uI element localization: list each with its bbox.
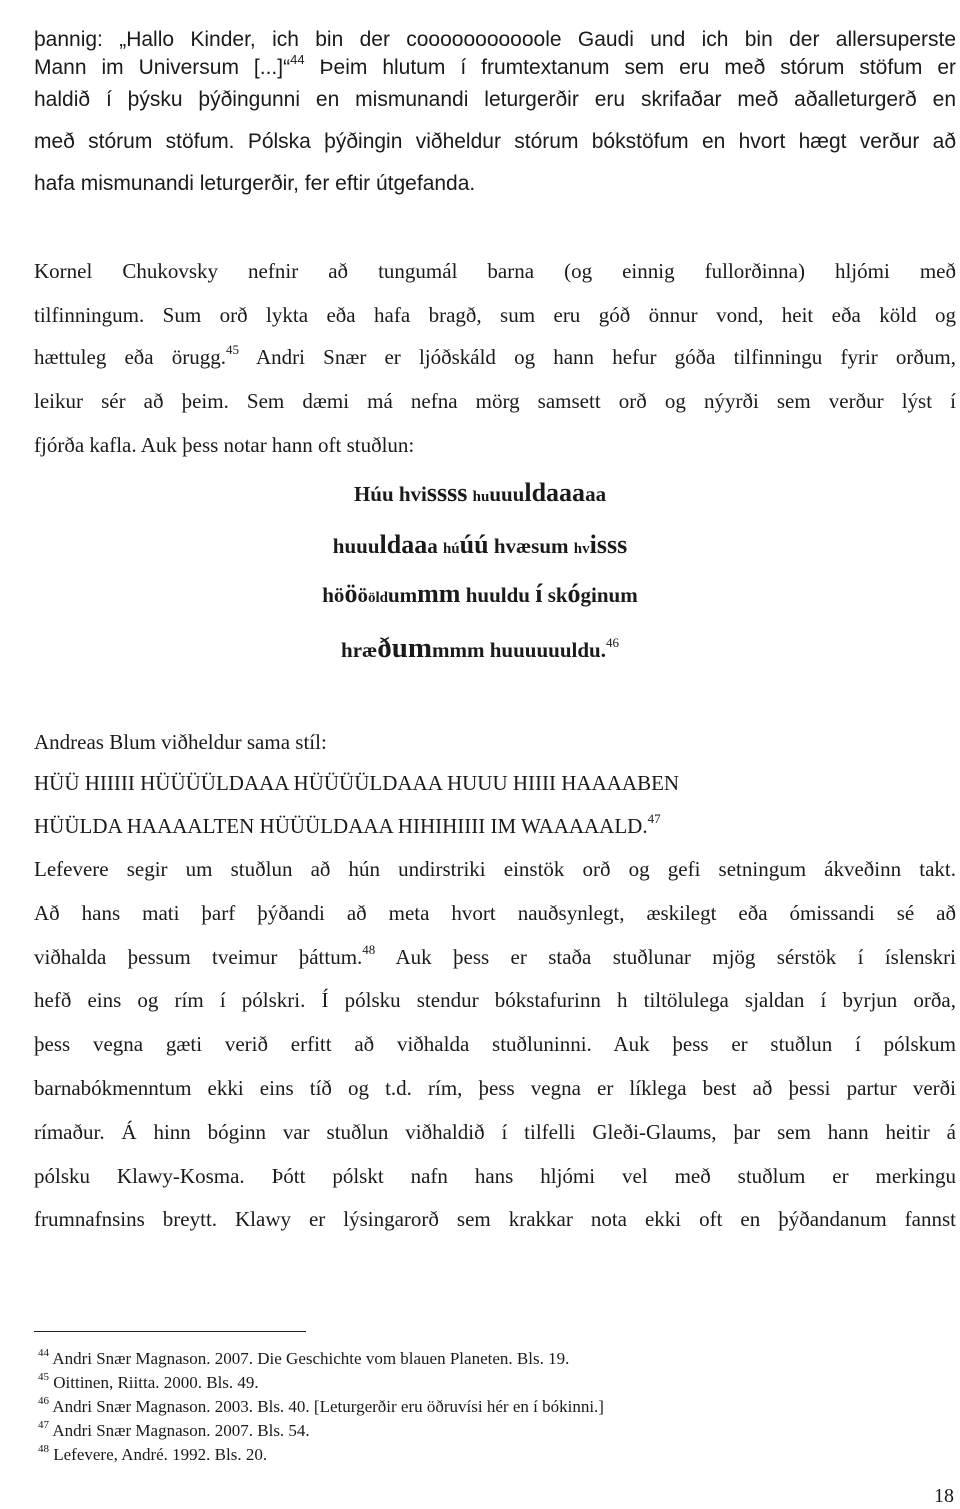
text-line: Að hans mati þarf þýðandi að meta hvort nauðsynlegt, æskilegt eða ómissandi sé að xyxy=(34,901,956,925)
footnote-number: 45 xyxy=(38,1371,49,1384)
text-line: HÜÜ HIIIII HÜÜÜÜLDAAA HÜÜÜÜLDAAA HUUU HIIII HAAAABEN xyxy=(34,771,680,795)
footnote xyxy=(38,1396,604,1418)
poem-fragment: mm xyxy=(417,579,461,608)
poem-fragment: uuldu. xyxy=(548,638,606,662)
poem-fragment: hræ xyxy=(341,638,378,662)
poem-fragment: hö xyxy=(322,583,345,607)
text-line: Lefevere segir um stuðlun að hún undirstriki einstök orð og gefi setningum ákveðinn takt. xyxy=(34,857,956,881)
footnote-ref: 47 xyxy=(647,811,661,826)
text-fragment: Auk þess er staða stuðlunar mjög sérstök í íslenskri xyxy=(375,945,957,969)
poem-fragment: ginum xyxy=(580,583,638,607)
footnote-text: Andri Snær Magnason. 2003. Bls. 40. [Leturgerðir eru öðruvísi hér en í bókinni.] xyxy=(52,1397,604,1416)
footnote-number: 47 xyxy=(38,1419,49,1432)
text-line: hafa mismunandi leturgerðir, fer eftir útgefanda. xyxy=(34,172,476,195)
text-line xyxy=(34,811,956,841)
footnote-text: Oittinen, Riitta. 2000. Bls. 49. xyxy=(53,1373,259,1392)
footnote-divider xyxy=(34,1331,306,1332)
text-line: þannig: „Hallo Kinder, ich bin der cooooooooooole Gaudi und ich bin der allersuperste xyxy=(34,28,956,51)
text-line: pólsku Klawy-Kosma. Þótt pólskt nafn hans hljómi vel með stuðlum er merkingu xyxy=(34,1164,956,1188)
poem-fragment: úú xyxy=(459,530,489,559)
poem-fragment: isss xyxy=(589,530,628,559)
footnote-ref: 48 xyxy=(362,942,376,957)
footnote-ref: 44 xyxy=(290,52,305,67)
footnote-text: Lefevere, André. 1992. Bls. 20. xyxy=(53,1445,268,1464)
poem-fragment: hv xyxy=(573,541,590,557)
text-line: rímaður. Á hinn bóginn var stuðlun viðhaldið í tilfelli Gleði-Glaums, þar sem hann heitir á xyxy=(34,1120,956,1144)
poem-fragment: mmm huuuu xyxy=(432,638,549,662)
poem-line xyxy=(0,633,960,665)
page-number: 18 xyxy=(934,1485,954,1507)
footnote-text: Andri Snær Magnason. 2007. Die Geschichte vom blauen Planeten. Bls. 19. xyxy=(52,1349,570,1368)
poem-fragment: huuu xyxy=(332,534,380,558)
poem-line xyxy=(0,530,960,564)
footnote xyxy=(38,1420,310,1442)
text-fragment: viðhalda þessum tveimur þáttum. xyxy=(34,945,363,969)
text-line xyxy=(34,342,956,372)
poem-fragment: ö xyxy=(357,583,368,607)
text-line xyxy=(34,942,956,972)
footnote-ref: 46 xyxy=(605,635,619,650)
text-line: þess vegna gæti verið erfitt að viðhalda stuðluninni. Auk þess er stuðlun í pólskum xyxy=(34,1032,956,1056)
footnote xyxy=(38,1372,259,1394)
footnote xyxy=(38,1444,267,1466)
poem-fragment: uuu xyxy=(489,482,525,506)
text-line: barnabókmenntum ekki eins tíð og t.d. rím, þess vegna er líklega best að þessi partur verði xyxy=(34,1076,956,1100)
text-line: frumnafnsins breytt. Klawy er lýsingarorð sem krakkar nota ekki oft en þýðandanum fannst xyxy=(34,1207,956,1231)
text-line: haldið í þýsku þýðingunni en mismunandi leturgerðir eru skrifaðar með aðalleturgerð en xyxy=(34,88,956,111)
poem-fragment: sk xyxy=(542,583,568,607)
poem-fragment: í xyxy=(535,579,543,608)
text-fragment: Mann im Universum [...]“ xyxy=(34,56,291,79)
poem-fragment: ó xyxy=(567,579,581,608)
text-fragment: Andri Snær er ljóðskáld og hann hefur góða tilfinningu fyrir orðum, xyxy=(239,345,956,369)
footnote-number: 48 xyxy=(38,1443,49,1456)
footnote-number: 46 xyxy=(38,1395,49,1408)
poem-line xyxy=(0,478,960,512)
text-fragment: Þeim hlutum í frumtextanum sem eru með stórum stöfum er xyxy=(304,56,956,79)
footnote-ref: 45 xyxy=(226,342,240,357)
poem-line xyxy=(0,579,960,613)
poem-fragment: ö xyxy=(344,579,358,608)
text-fragment: hættuleg eða örugg. xyxy=(34,345,227,369)
poem-fragment: ldaaa xyxy=(524,478,586,507)
footnote xyxy=(38,1348,569,1370)
poem-fragment: hvæsum xyxy=(488,534,574,558)
text-line: leikur sér að þeim. Sem dæmi má nefna mörg samsett orð og nýyrði sem verður lýst í xyxy=(34,389,956,413)
poem-fragment: Húu hvi xyxy=(353,482,427,506)
text-line: hefð eins og rím í pólskri. Í pólsku stendur bókstafurinn h tiltölulega sjaldan í byrjun orða, xyxy=(34,988,956,1012)
poem-fragment: hú xyxy=(442,541,460,557)
footnote-number: 44 xyxy=(38,1347,49,1360)
text-line: Kornel Chukovsky nefnir að tungumál barna (og einnig fullorðinna) hljómi með xyxy=(34,259,956,283)
text-line: tilfinningum. Sum orð lykta eða hafa bragð, sum eru góð önnur vond, heit eða köld og xyxy=(34,303,956,327)
poem-fragment: huuldu xyxy=(460,583,536,607)
poem-fragment: öld xyxy=(367,590,388,606)
footnote-text: Andri Snær Magnason. 2007. Bls. 54. xyxy=(52,1421,310,1440)
poem-fragment: ðum xyxy=(377,632,432,664)
poem-fragment: ldaa xyxy=(379,530,428,559)
text-line: með stórum stöfum. Pólska þýðingin viðheldur stórum bókstöfum en hvort hægt verður að xyxy=(34,130,956,153)
poem-fragment: aa xyxy=(585,482,607,506)
text-line: Andreas Blum viðheldur sama stíl: xyxy=(34,730,327,754)
text-line: fjórða kafla. Auk þess notar hann oft stuðlun: xyxy=(34,433,415,457)
poem-fragment: ssss xyxy=(426,478,468,507)
poem-fragment: hu xyxy=(472,489,490,505)
text-line xyxy=(34,45,956,79)
text-fragment: HÜÜLDA HAAAALTEN HÜÜÜLDAAA HIHIHIIII IM WAAAAALD. xyxy=(34,814,648,838)
poem-fragment: um xyxy=(387,583,418,607)
poem-fragment: a xyxy=(427,534,443,558)
